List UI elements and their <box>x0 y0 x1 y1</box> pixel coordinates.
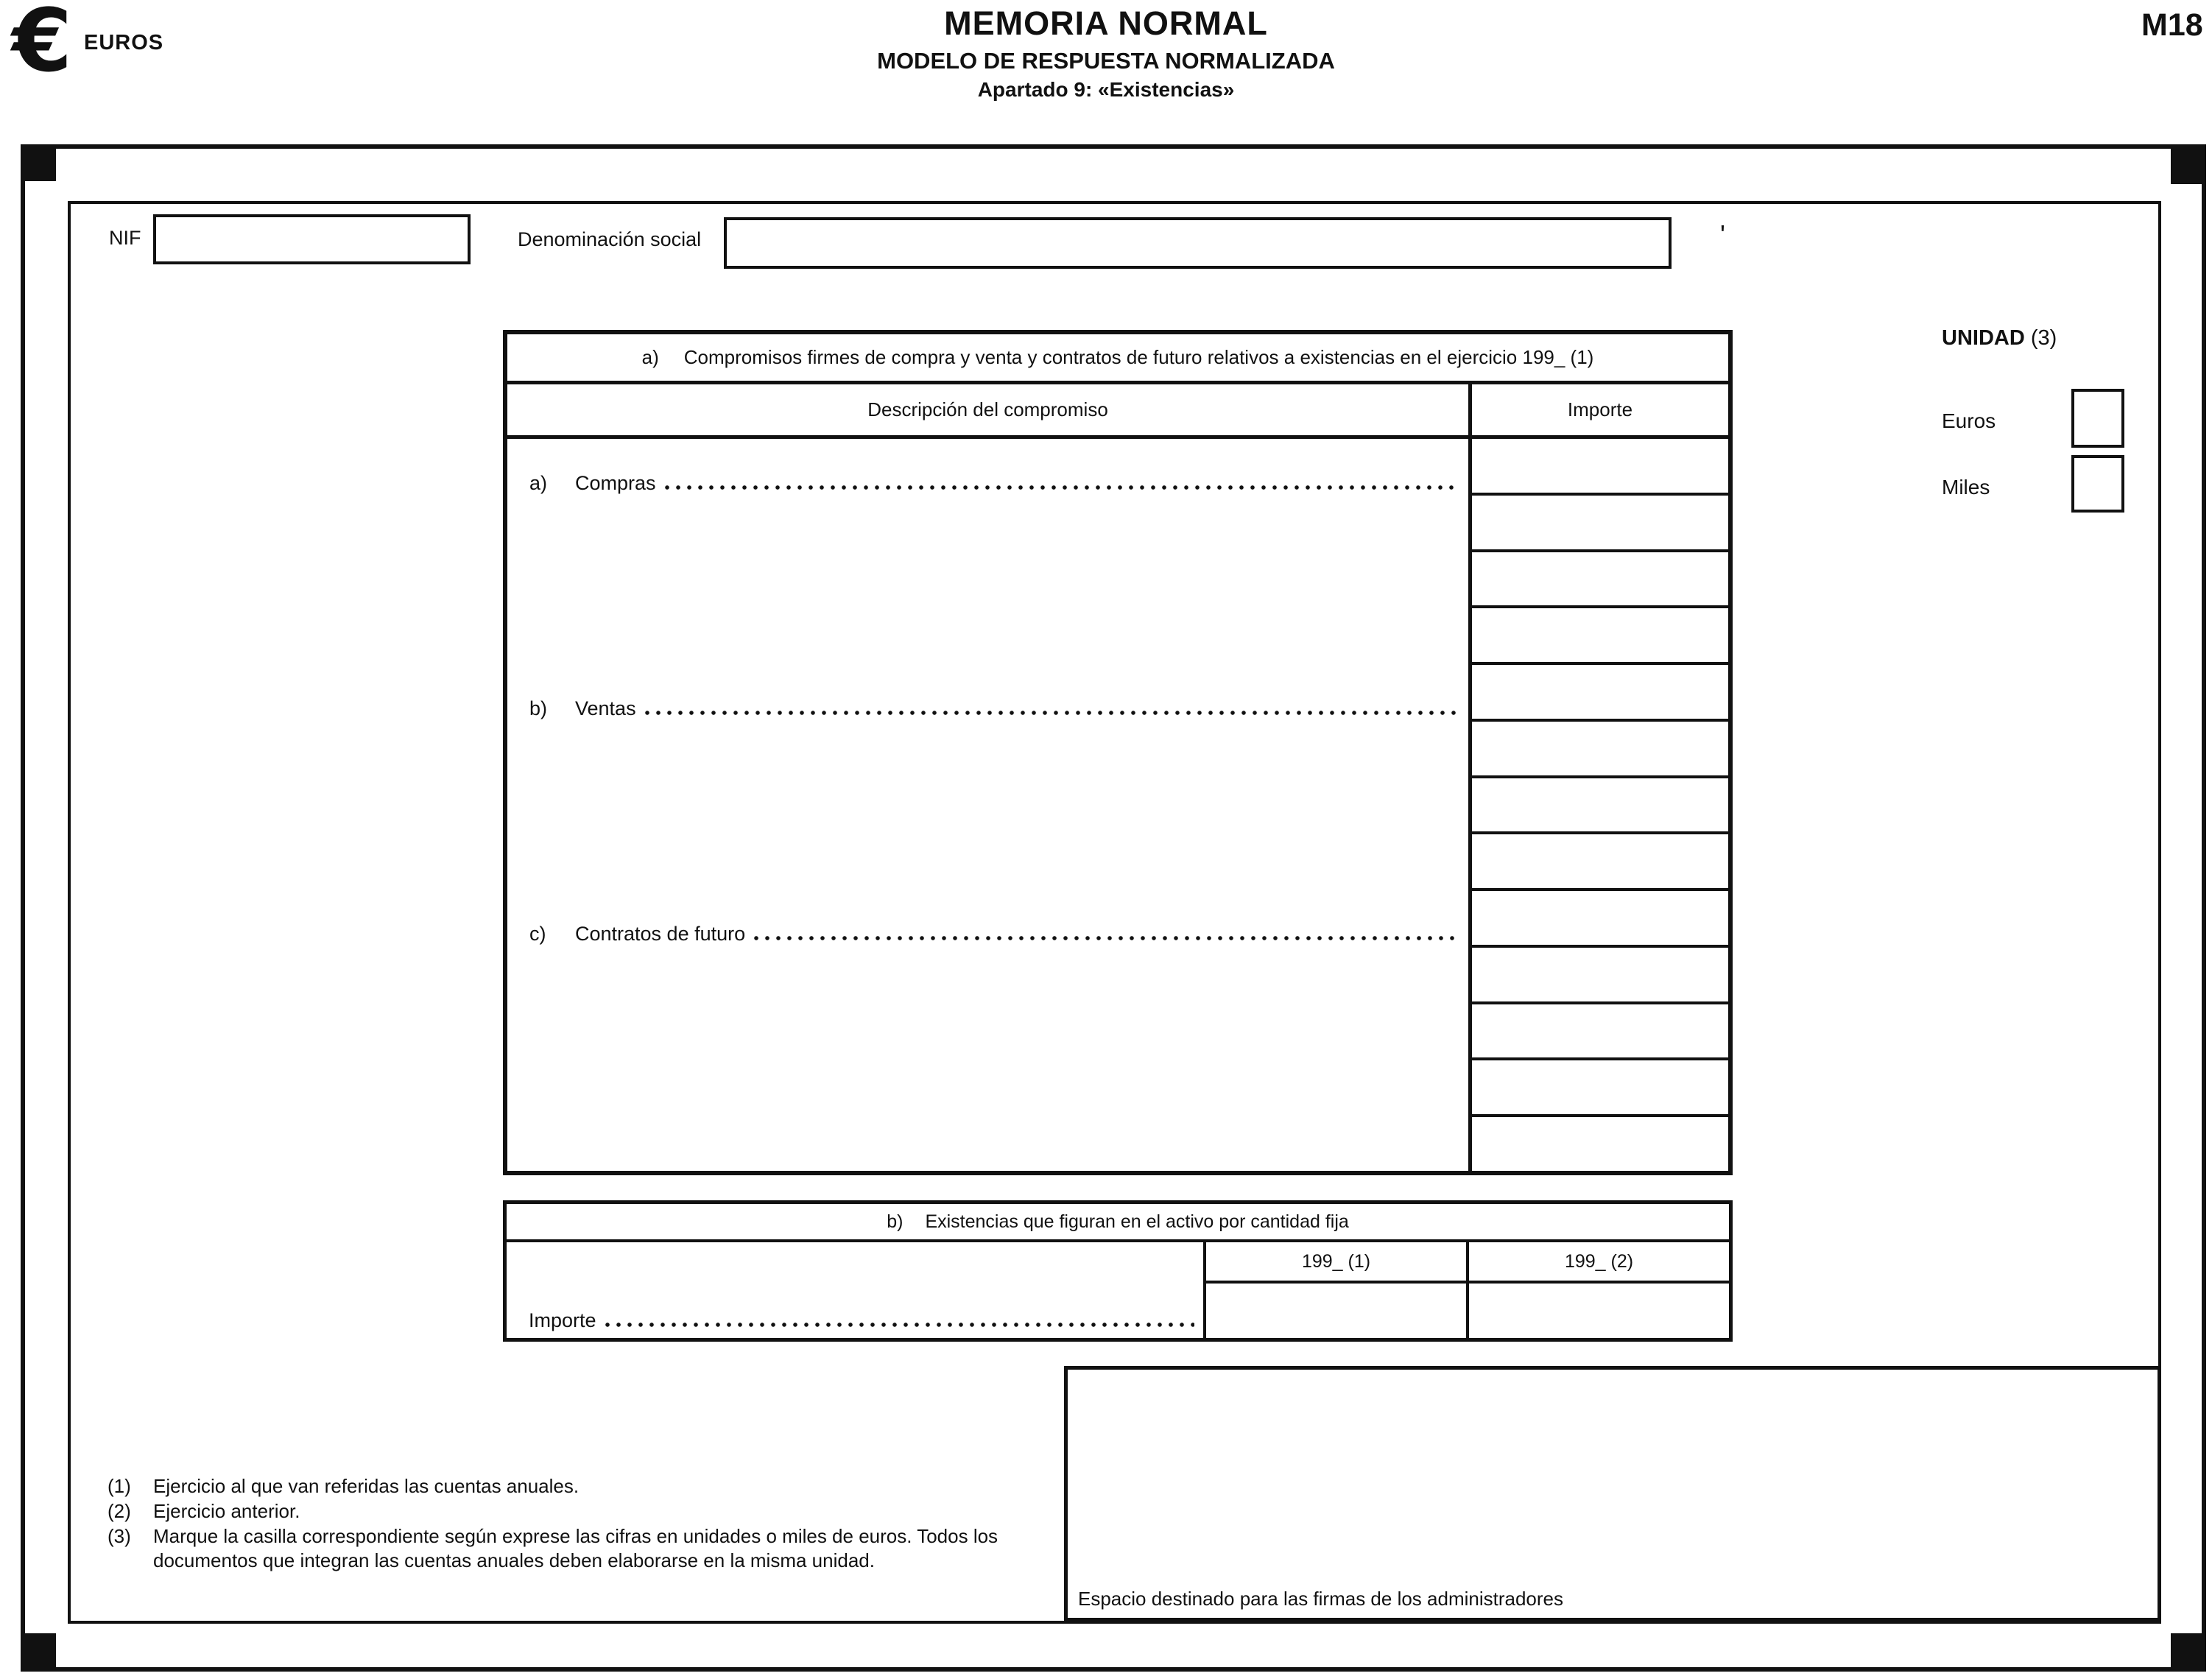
form-title: MEMORIA NORMAL <box>944 4 1268 42</box>
dotted-leader <box>665 485 1457 490</box>
importe-cell[interactable] <box>1472 496 1728 552</box>
footnote-1-text: Ejercicio al que van referidas las cuentas anuales. <box>153 1475 580 1497</box>
importe-cell[interactable] <box>1472 665 1728 722</box>
importe-cell[interactable] <box>1472 722 1728 778</box>
nif-label: NIF <box>109 227 141 249</box>
row-compras-prefix: a) <box>529 472 548 495</box>
footnote-2-text: Ejercicio anterior. <box>153 1500 300 1522</box>
row-ventas-prefix: b) <box>529 697 548 720</box>
footnote-1 <box>108 1474 1098 1499</box>
footnote-3-num: (3) <box>108 1525 131 1547</box>
denominacion-field[interactable] <box>724 217 1672 269</box>
column-header-importe: Importe <box>1567 398 1633 420</box>
table-existencias-title-text: Existencias que figuran en el activo por cantidad fija <box>925 1211 1349 1232</box>
row-contratos-futuro <box>529 915 1459 946</box>
footnote-3 <box>108 1524 1098 1573</box>
row-contratos-futuro-label: Contratos de futuro <box>575 922 746 945</box>
registration-mark-bottom-left <box>21 1633 56 1670</box>
row-compras <box>529 464 1459 495</box>
row-importe-label: Importe <box>529 1309 596 1331</box>
footnote-3-text: Marque la casilla correspondiente según exprese las cifras en unidades o miles de euros. Todos los documentos que integran las cuentas anuales deben elaborarse en la misma unidad. <box>153 1525 998 1571</box>
table-existencias <box>503 1200 1733 1342</box>
importe-cell[interactable] <box>1472 948 1728 1004</box>
importe-cell[interactable] <box>1472 778 1728 835</box>
row-contratos-futuro-prefix: c) <box>529 922 546 945</box>
unidad-euros-checkbox[interactable] <box>2071 389 2124 448</box>
row-ventas <box>529 689 1459 720</box>
registration-mark-top-right <box>2171 147 2206 184</box>
importe-cell-year-2[interactable] <box>1469 1284 1729 1338</box>
unidad-title-word: UNIDAD <box>1942 326 2025 350</box>
denominacion-label: Denominación social <box>518 228 702 250</box>
row-importe <box>529 1303 1197 1332</box>
registration-mark-top-left <box>21 144 56 181</box>
footnote-2-num: (2) <box>108 1500 131 1522</box>
table-existencias-title-prefix: b) <box>887 1211 904 1232</box>
table-compromisos-title-text: Compromisos firmes de compra y venta y contratos de futuro relativos a existencias en el ejercicio 199_ (1) <box>683 346 1594 368</box>
importe-cell[interactable] <box>1472 552 1728 609</box>
table-compromisos-title <box>507 334 1728 384</box>
form-section: Apartado 9: «Existencias» <box>977 78 1235 101</box>
signatures-box <box>1064 1366 2161 1622</box>
unidad-option-euros-label: Euros <box>1942 409 1996 432</box>
unidad-title <box>1942 326 2057 351</box>
form-title-block <box>0 4 2212 102</box>
importe-cell[interactable] <box>1472 439 1728 496</box>
table-existencias-title <box>507 1204 1729 1242</box>
unidad-title-ref: (3) <box>2024 326 2057 350</box>
row-ventas-label: Ventas <box>575 697 636 720</box>
dotted-leader <box>605 1322 1194 1328</box>
importe-cell[interactable] <box>1472 1117 1728 1171</box>
unidad-miles-checkbox[interactable] <box>2071 455 2124 513</box>
table-existencias-body <box>507 1242 1729 1338</box>
table-compromisos-title-prefix: a) <box>641 346 659 368</box>
importe-cell[interactable] <box>1472 608 1728 665</box>
nif-field[interactable] <box>153 214 471 264</box>
existencias-label-area <box>507 1242 1206 1338</box>
signatures-box-label: Espacio destinado para las firmas de los administradores <box>1078 1588 1564 1610</box>
table-compromisos-header <box>507 384 1728 439</box>
euro-logo-icon: € <box>12 0 73 91</box>
column-year-1 <box>1206 1242 1469 1338</box>
scan-artifact-mark: ' <box>1720 219 1725 250</box>
registration-mark-bottom-right <box>2171 1633 2206 1670</box>
footnotes <box>108 1474 1098 1574</box>
form-subtitle: MODELO DE RESPUESTA NORMALIZADA <box>877 48 1335 74</box>
importe-cell[interactable] <box>1472 834 1728 891</box>
importe-cell[interactable] <box>1472 1060 1728 1117</box>
footnote-2 <box>108 1499 1098 1524</box>
importe-cell[interactable] <box>1472 891 1728 948</box>
dotted-leader <box>645 710 1457 716</box>
table-compromisos-body <box>507 439 1728 1171</box>
footnote-1-num: (1) <box>108 1475 131 1497</box>
importe-column <box>1472 439 1728 1171</box>
column-year-2 <box>1469 1242 1729 1338</box>
column-header-199-2: 199_ (2) <box>1469 1242 1729 1284</box>
importe-cell[interactable] <box>1472 1004 1728 1061</box>
form-code: M18 <box>2141 7 2203 43</box>
column-header-descripcion: Descripción del compromiso <box>507 384 1472 435</box>
table-compromisos <box>503 330 1733 1175</box>
column-header-199-1: 199_ (1) <box>1206 1242 1466 1284</box>
row-compras-label: Compras <box>575 472 656 495</box>
dotted-leader <box>754 935 1457 941</box>
unidad-option-miles-label: Miles <box>1942 476 1990 499</box>
euros-logo-text: EUROS <box>84 31 164 54</box>
descripcion-area <box>507 439 1472 1171</box>
importe-cell-year-1[interactable] <box>1206 1284 1466 1338</box>
